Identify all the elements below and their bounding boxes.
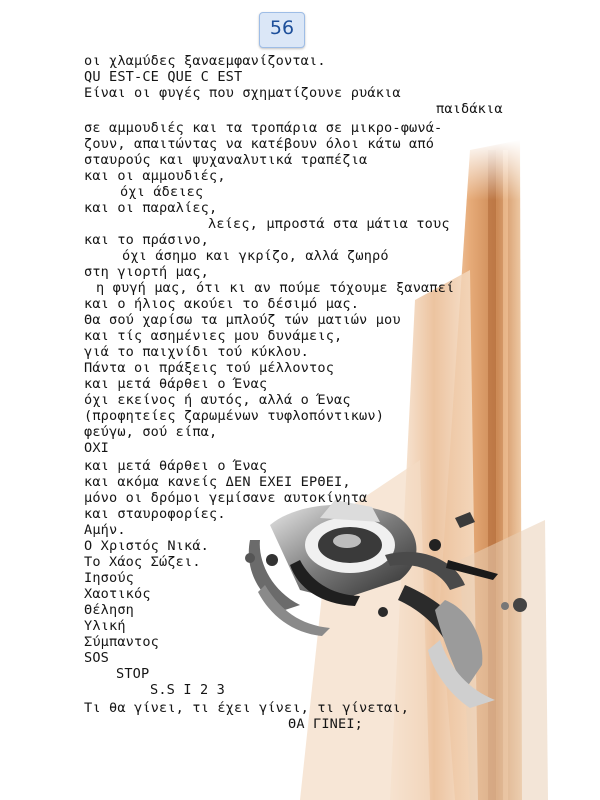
poem-line: Τι θα γίνει, τι έχει γίνει, τι γίνεται, bbox=[84, 700, 410, 716]
poem-line: ΘΑ ΓΙΝΕΙ; bbox=[288, 716, 364, 732]
poem-line: η φυγή μας, ότι κι αν πούμε τόχουμε ξαναπεί bbox=[96, 280, 455, 296]
poem-line: SOS bbox=[84, 650, 110, 666]
poem-line: και οι παραλίες, bbox=[84, 200, 218, 216]
poem-line: Αμήν. bbox=[84, 522, 126, 538]
poem-line: και τίς ασημένιες μου δυνάμεις, bbox=[84, 328, 343, 344]
poem-line: Σύμπαντος bbox=[84, 634, 160, 650]
poem-line: STOP bbox=[116, 666, 150, 682]
page-number-badge bbox=[259, 12, 305, 48]
poem-line: Θα σού χαρίσω τα μπλούζ τών ματιών μου bbox=[84, 312, 401, 328]
poem-line: Χαοτικός bbox=[84, 586, 151, 602]
poem-line: Θέληση bbox=[84, 602, 135, 618]
poem-line: Ο Χριστός Νικά. bbox=[84, 538, 210, 554]
poem-line: όχι εκείνος ή αυτός, αλλά ο Ένας bbox=[84, 392, 351, 408]
poem-line: και ο ήλιος ακούει το δέσιμό μας. bbox=[84, 296, 360, 312]
poem-line: Ιησούς bbox=[84, 570, 135, 586]
poem-line: μόνο οι δρόμοι γεμίσανε αυτοκίνητα bbox=[84, 490, 368, 506]
poem-line: ΟΧΙ bbox=[84, 440, 110, 456]
poem-line: όχι άσημο και γκρίζο, αλλά ζωηρό bbox=[122, 248, 389, 264]
poem-line: QU EST-CE QUE C EST bbox=[84, 69, 243, 85]
poem-line: στη γιορτή μας, bbox=[84, 264, 210, 280]
poem-line: και μετά θάρθει ο Ένας bbox=[84, 458, 268, 474]
poem-line: Το Χάος Σώζει. bbox=[84, 554, 201, 570]
poem-line: Πάντα οι πράξεις τού μέλλοντος bbox=[84, 360, 335, 376]
page-number: 56 bbox=[269, 17, 295, 39]
poem-line: και μετά θάρθει ο Ένας bbox=[84, 376, 268, 392]
poem-line: όχι άδειες bbox=[120, 184, 204, 200]
poem-line: φεύγω, σού είπα, bbox=[84, 424, 218, 440]
poem-line: σε αμμουδιές και τα τροπάρια σε μικρο-φωνά- bbox=[84, 120, 443, 136]
poem-line: λείες, μπροστά στα μάτια τους bbox=[208, 216, 450, 232]
poem-line: Είναι οι φυγές που σχηματίζουνε ρυάκια bbox=[84, 85, 401, 101]
poem-line: ζουν, απαιτώντας να κατέβουν όλοι κάτω από bbox=[84, 136, 435, 152]
poem-line: παιδάκια bbox=[436, 101, 503, 117]
poem-line: οι χλαμύδες ξαναεμφανίζονται. bbox=[84, 53, 326, 69]
poem-line: και το πράσινο, bbox=[84, 232, 210, 248]
poem-line: γιά το παιχνίδι τού κύκλου. bbox=[84, 344, 310, 360]
poem-line: (προφητείες ζαρωμένων τυφλοπόντικων) bbox=[84, 408, 385, 424]
poem-line: σταυρούς και ψυχαναλυτικά τραπέζια bbox=[84, 152, 368, 168]
poem-line: και σταυροφορίες. bbox=[84, 506, 226, 522]
poem-line: Υλική bbox=[84, 618, 126, 634]
poem-line: και οι αμμουδιές, bbox=[84, 168, 226, 184]
poem-line: και ακόμα κανείς ΔΕΝ ΕΧΕΙ ΕΡΘΕΙ, bbox=[84, 474, 351, 490]
poem-line: S.S I 2 3 bbox=[150, 682, 226, 698]
